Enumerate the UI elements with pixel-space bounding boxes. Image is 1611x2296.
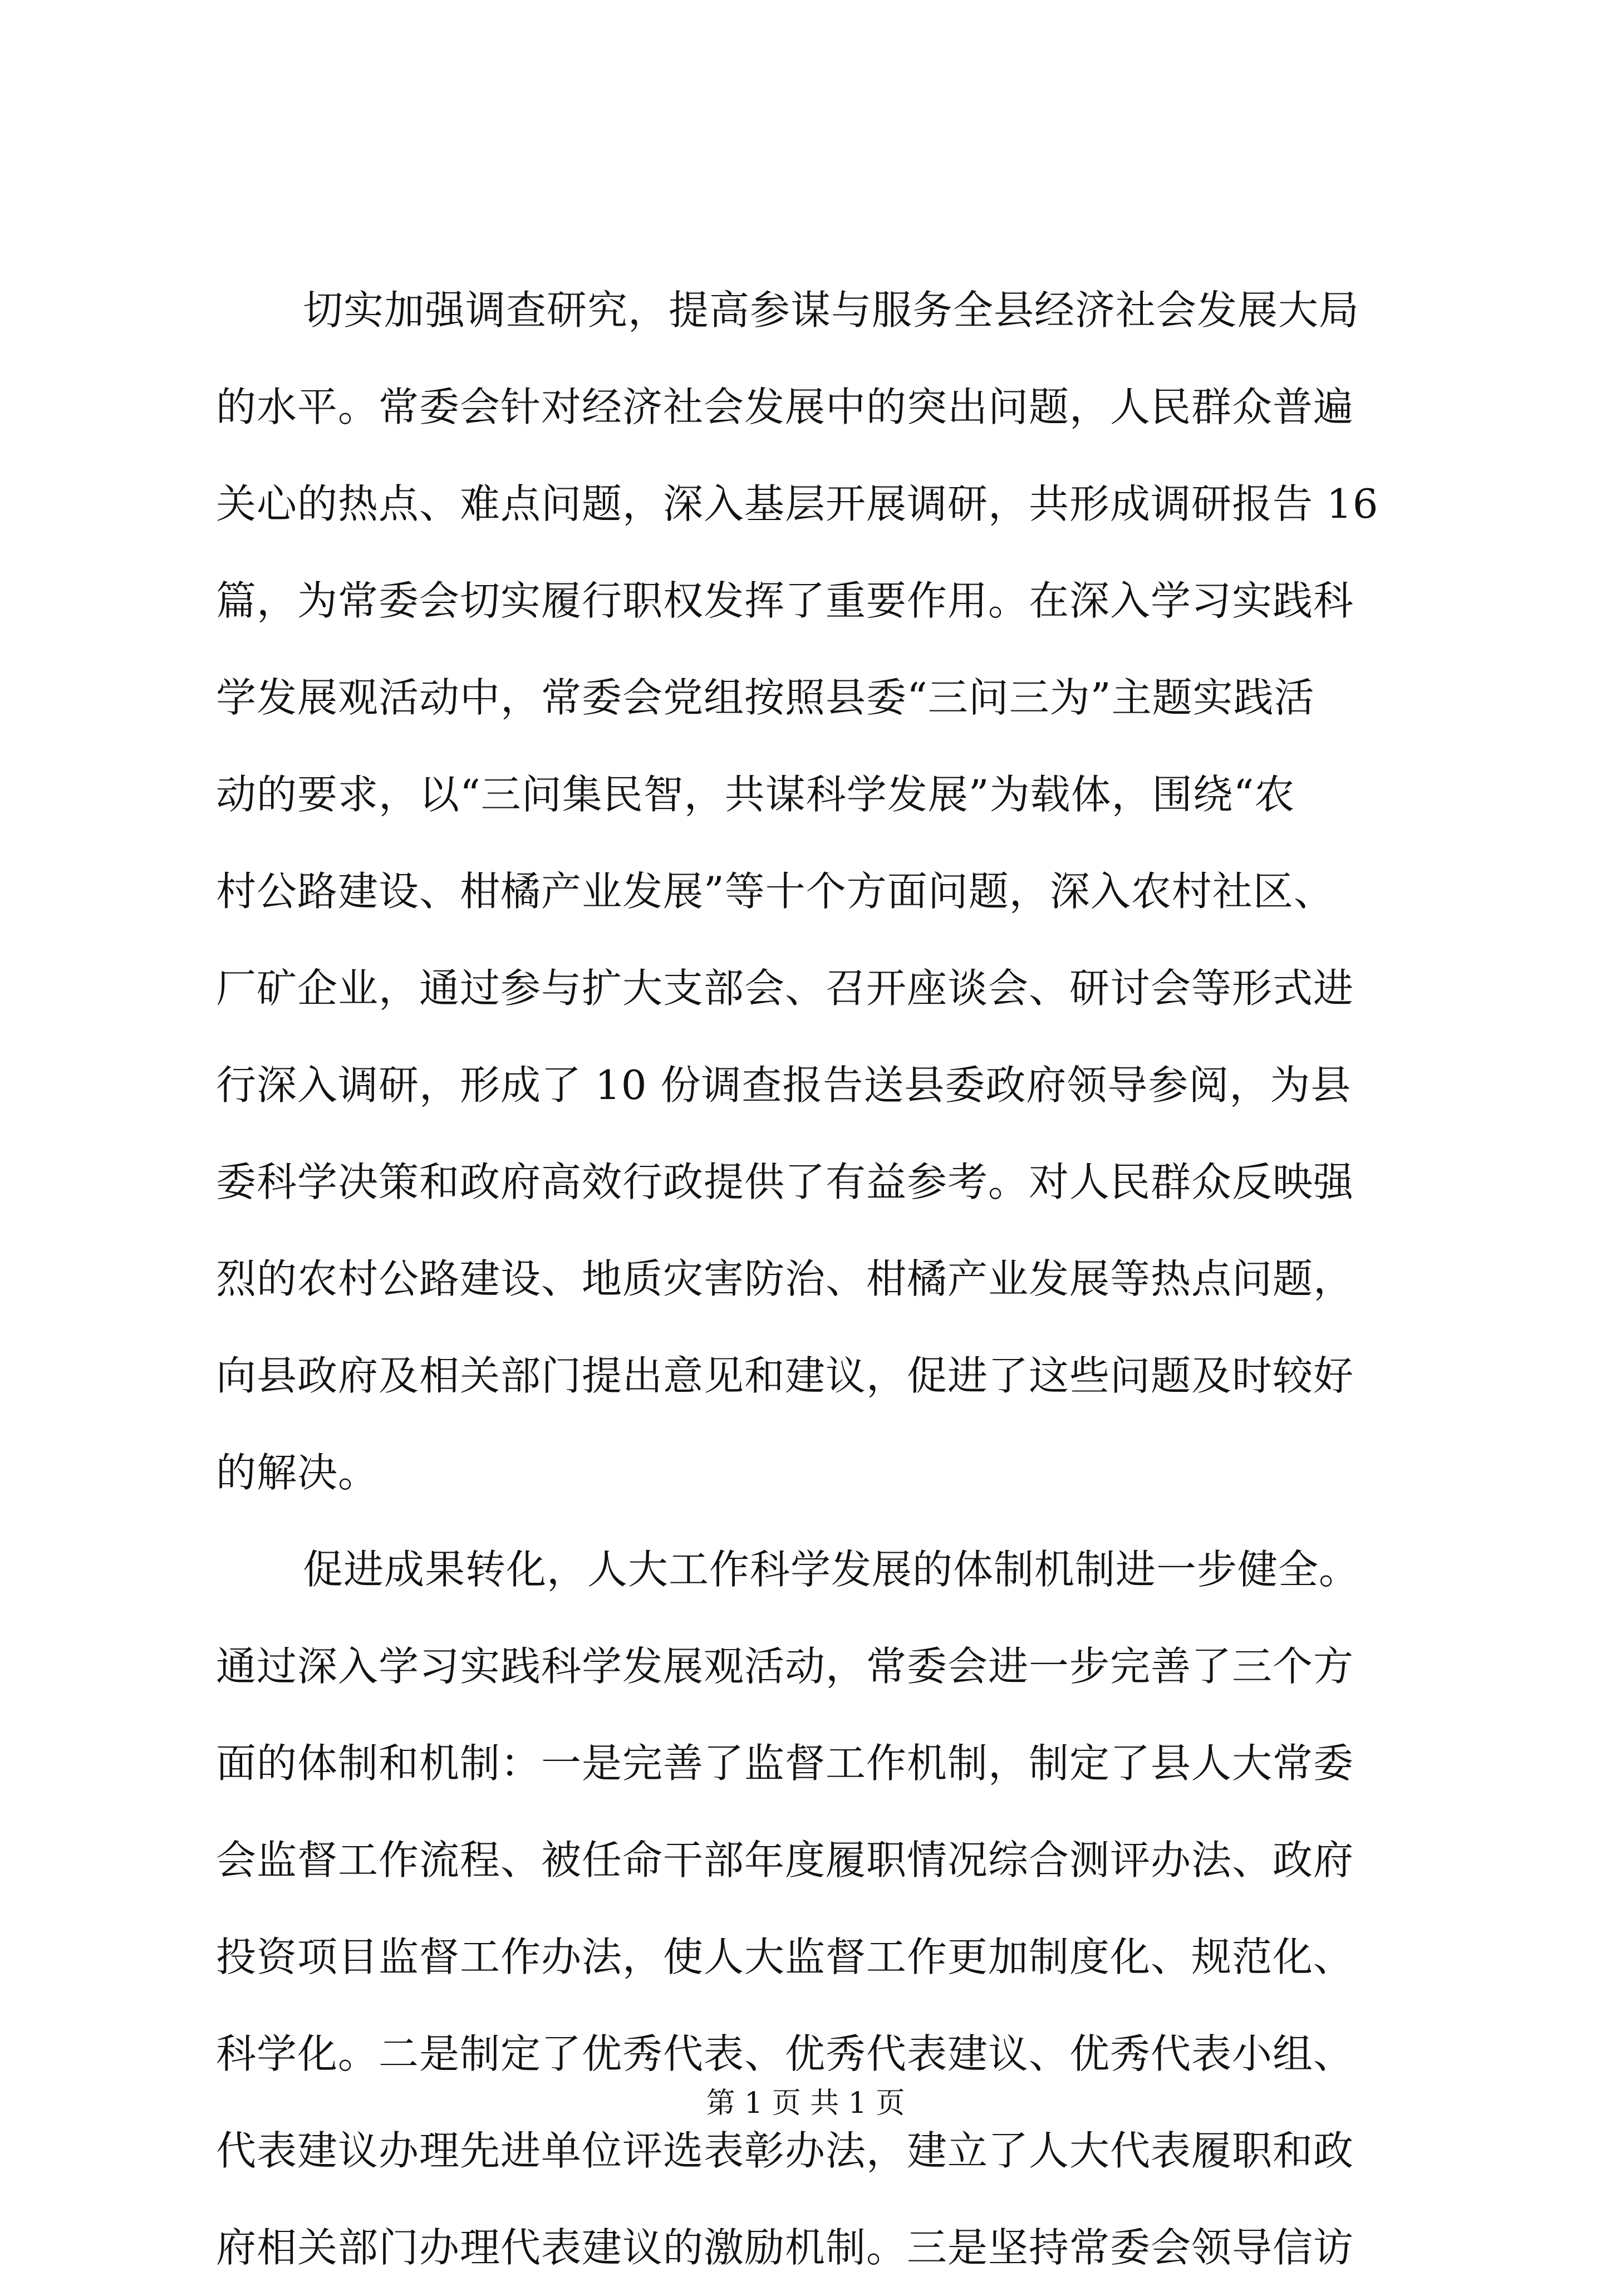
text-line: 的水平。常委会针对经济社会发展中的突出问题，人民群众普遍 [216, 384, 1354, 430]
text-line: 烈的农村公路建设、地质灾害防治、柑橘产业发展等热点问题， [216, 1255, 1354, 1302]
page-footer: 第 1 页 共 1 页 [706, 2087, 905, 2120]
text-line: 向县政府及相关部门提出意见和建议，促进了这些问题及时较好 [216, 1352, 1354, 1399]
text-line: 行深入调研，形成了 10 份调查报告送县委政府领导参阅，为县 [216, 1062, 1352, 1108]
text-line: 科学化。二是制定了优秀代表、优秀代表建议、优秀代表小组、 [216, 2030, 1354, 2077]
text-line: 面的体制和机制：一是完善了监督工作机制，制定了县人大常委 [216, 1740, 1354, 1787]
text-line: 投资项目监督工作办法，使人大监督工作更加制度化、规范化、 [216, 1934, 1354, 1980]
document-body [216, 262, 1407, 2296]
text-line: 村公路建设、柑橘产业发展”等十个方面问题，深入农村社区、 [216, 868, 1334, 915]
text-line: 动的要求，以“三问集民智，共谋科学发展”为载体，围绕“农 [216, 771, 1295, 818]
text-line: 的解决。 [216, 1449, 379, 1496]
text-line: 代表建议办理先进单位评选表彰办法，建立了人大代表履职和政 [216, 2127, 1354, 2174]
text-line: 委科学决策和政府高效行政提供了有益参考。对人民群众反映强 [216, 1159, 1354, 1205]
text-line: 通过深入学习实践科学发展观活动，常委会进一步完善了三个方 [216, 1643, 1354, 1690]
text-line: 促进成果转化，人大工作科学发展的体制机制进一步健全。 [303, 1546, 1360, 1593]
text-line: 府相关部门办理代表建议的激励机制。三是坚持常委会领导信访 [216, 2224, 1354, 2271]
text-line: 会监督工作流程、被任命干部年度履职情况综合测评办法、政府 [216, 1837, 1354, 1883]
paragraph-1 [216, 262, 1407, 1521]
text-line: 学发展观活动中，常委会党组按照县委“三问三为”主题实践活 [216, 674, 1315, 721]
text-line: 厂矿企业，通过参与扩大支部会、召开座谈会、研讨会等形式进 [216, 965, 1354, 1012]
paragraph-2 [216, 1521, 1407, 2296]
text-line: 关心的热点、难点问题，深入基层开展调研，共形成调研报告 16 [216, 480, 1379, 527]
text-line: 篇，为常委会切实履行职权发挥了重要作用。在深入学习实践科 [216, 577, 1354, 624]
text-line: 切实加强调查研究，提高参谋与服务全县经济社会发展大局 [303, 287, 1360, 333]
